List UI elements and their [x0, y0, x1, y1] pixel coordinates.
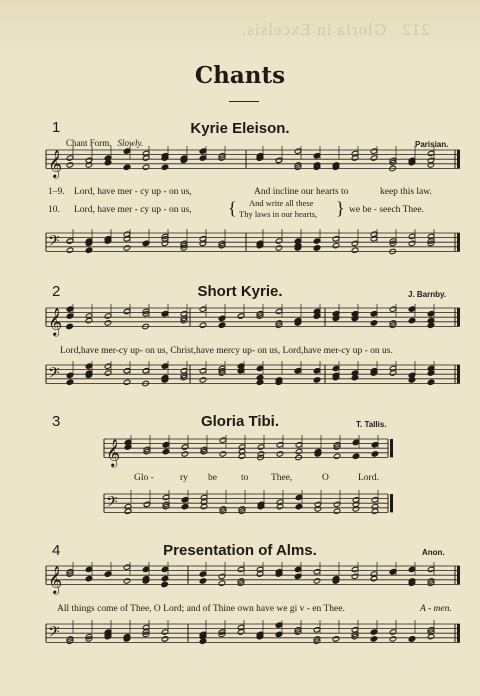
note-head [85, 247, 93, 253]
note-head [275, 245, 283, 251]
note-head [370, 629, 378, 635]
bass-staff [0, 228, 480, 273]
chant-title: Short Kyrie. [197, 283, 283, 300]
note-head [351, 566, 359, 572]
bass-staff [0, 619, 480, 664]
note-head [123, 148, 131, 154]
brace-open-icon: { [228, 198, 237, 218]
verse-2-lyrics: Lord, have mer - cy up - on us, [74, 205, 192, 215]
note-head [389, 306, 397, 312]
chant-title: Kyrie Eleison. [190, 120, 290, 137]
note-head [275, 238, 283, 244]
note-head [313, 245, 321, 251]
note-head [389, 569, 397, 575]
note-head [332, 242, 340, 248]
note-head [313, 238, 321, 244]
chant-number: 1 [52, 119, 61, 136]
note-head [66, 238, 74, 244]
note-head [275, 631, 283, 637]
chant-number: 2 [52, 283, 61, 300]
note-head [332, 365, 340, 371]
lyric-syllable: to [241, 473, 249, 483]
note-head [142, 164, 150, 170]
note-head [408, 636, 416, 642]
final-bar-line [457, 624, 460, 642]
brace-close-icon: } [336, 198, 345, 218]
note-head [199, 306, 207, 312]
note-head [313, 578, 321, 584]
note-head [427, 379, 435, 385]
bleed-through-text: 212 Gloria in Excelsis. [241, 20, 430, 39]
note-head [104, 363, 112, 369]
note-head [294, 573, 302, 579]
note-head [408, 306, 416, 312]
note-head [161, 581, 169, 587]
chant-title: Presentation of Alms. [163, 542, 317, 559]
page-title: Chants [194, 62, 286, 89]
note-head [295, 503, 303, 509]
treble-staff [0, 431, 480, 476]
note-head [333, 453, 341, 459]
note-head [142, 368, 150, 374]
note-head [181, 451, 189, 457]
chant-form-label: Chant Form. Slowly. [66, 138, 144, 148]
note-head [66, 379, 74, 385]
note-head [370, 311, 378, 317]
note-head [275, 157, 283, 163]
note-head [142, 240, 150, 246]
verse-1-label: 1–9. [48, 187, 65, 197]
note-head [294, 368, 302, 374]
treble-staff [0, 303, 480, 348]
note-head [104, 313, 112, 319]
chant-number: 4 [52, 542, 61, 559]
note-head [370, 320, 378, 326]
note-head [66, 162, 74, 168]
note-head [181, 497, 189, 503]
note-head [257, 444, 265, 450]
note-head [123, 578, 131, 584]
note-head [66, 306, 74, 312]
final-bar-line [390, 439, 393, 457]
note-head [371, 442, 379, 448]
note-head [181, 444, 189, 450]
note-head [332, 236, 340, 242]
note-head [104, 320, 112, 326]
note-head [161, 363, 169, 369]
note-head [218, 322, 226, 328]
treble-clef-icon: 𝄞 [48, 565, 63, 594]
lyric-syllable: Lord. [358, 473, 379, 483]
note-head [218, 315, 226, 321]
verse-2-brace-bottom: Thy laws in our hearts, [239, 209, 318, 219]
note-head [427, 150, 435, 156]
note-head [199, 155, 207, 161]
note-head [408, 566, 416, 572]
note-head [85, 575, 93, 581]
lyric-syllable: be [208, 473, 217, 483]
note-head [199, 377, 207, 383]
final-bar-line [457, 566, 460, 584]
note-head [123, 564, 131, 570]
note-head [199, 368, 207, 374]
note-head [66, 323, 74, 329]
chant-number: 3 [52, 413, 61, 430]
note-head [351, 247, 359, 253]
note-head [219, 451, 227, 457]
note-head [276, 451, 284, 457]
note-head [161, 636, 169, 642]
note-head [332, 636, 340, 642]
note-head [370, 636, 378, 642]
note-head [313, 368, 321, 374]
note-head [123, 368, 131, 374]
note-head [199, 578, 207, 584]
bass-staff [0, 360, 480, 405]
note-head [237, 313, 245, 319]
note-head [256, 365, 264, 371]
bass-clef-icon: 𝄢 [48, 623, 60, 645]
treble-clef-icon: 𝄞 [48, 149, 63, 178]
final-bar-line [457, 365, 460, 383]
note-head [85, 566, 93, 572]
note-head [313, 153, 321, 159]
note-head [333, 501, 341, 507]
note-head [85, 363, 93, 369]
bass-clef-icon: 𝄢 [48, 364, 60, 386]
note-head [352, 439, 360, 445]
note-head [218, 580, 226, 586]
verse-1-lyrics: Lord, have mer - cy up - on us, [74, 187, 192, 197]
note-head [123, 164, 131, 170]
title-rule [229, 101, 259, 102]
note-head [408, 240, 416, 246]
note-head [294, 566, 302, 572]
lyric-syllable: O [322, 473, 329, 483]
note-head [123, 308, 131, 314]
note-head [408, 233, 416, 239]
treble-clef-icon: 𝄞 [106, 438, 121, 467]
note-head [104, 370, 112, 376]
note-head [66, 372, 74, 378]
final-bar-line [457, 308, 460, 326]
note-head [313, 627, 321, 633]
note-head [333, 508, 341, 514]
note-head [66, 247, 74, 253]
note-head [370, 155, 378, 161]
note-head [123, 379, 131, 385]
note-head [104, 571, 112, 577]
final-bar-line [457, 233, 460, 251]
note-head [352, 453, 360, 459]
note-head [218, 573, 226, 579]
note-head [162, 494, 170, 500]
note-head [161, 566, 169, 572]
note-head [162, 448, 170, 454]
final-bar-line [390, 494, 393, 512]
note-head [427, 566, 435, 572]
bass-clef-icon: 𝄢 [48, 232, 60, 254]
note-head [237, 566, 245, 572]
note-head [199, 322, 207, 328]
note-head [313, 377, 321, 383]
note-head [427, 311, 435, 317]
chant-lyrics: Lord,have mer-cy up- on us, Christ,have mercy up- on us, Lord,have mer-cy up - on us. [60, 346, 393, 356]
note-head [275, 622, 283, 628]
note-head [408, 317, 416, 323]
verse-1-lyrics-end: keep this law. [380, 187, 432, 197]
note-head [295, 494, 303, 500]
composer-credit: Anon. [422, 548, 445, 557]
note-head [389, 636, 397, 642]
lyric-syllable: ry [180, 473, 188, 483]
note-head [66, 155, 74, 161]
note-head [295, 448, 303, 454]
amen-text: A - men. [420, 604, 452, 614]
note-head [294, 148, 302, 154]
note-head [351, 240, 359, 246]
bass-staff [0, 486, 480, 531]
verse-2-lyrics-end: we be - seech Thee. [349, 205, 424, 215]
verse-2-brace-top: And write all these [249, 198, 314, 208]
note-head [275, 308, 283, 314]
note-head [276, 442, 284, 448]
note-head [295, 442, 303, 448]
note-head [161, 629, 169, 635]
note-head [143, 501, 151, 507]
note-head [219, 437, 227, 443]
note-head [161, 575, 169, 581]
note-head [371, 497, 379, 503]
note-head [313, 569, 321, 575]
verse-1-lyrics-mid: And incline our hearts to [254, 187, 349, 197]
note-head [161, 311, 169, 317]
note-head [199, 148, 207, 154]
bass-clef-icon: 𝄢 [106, 493, 118, 515]
note-head [389, 629, 397, 635]
note-head [123, 245, 131, 251]
composer-credit: J. Barnby. [408, 290, 447, 299]
note-head [351, 573, 359, 579]
note-head [181, 503, 189, 509]
note-head [371, 451, 379, 457]
final-bar-line [457, 150, 460, 168]
note-head [199, 571, 207, 577]
composer-credit: T. Tallis. [356, 420, 387, 429]
chant-lyrics: All things come of Thee, O Lord; and of Thine own have we gi v - en Thee. [57, 604, 345, 614]
verse-2-label: 10. [48, 205, 60, 215]
note-head [66, 313, 74, 319]
note-head [142, 566, 150, 572]
treble-staff [0, 145, 480, 190]
chant-title: Gloria Tibi. [200, 413, 280, 430]
lyric-syllable: Thee, [271, 473, 293, 483]
note-head [370, 148, 378, 154]
note-head [162, 442, 170, 448]
lyric-syllable: Glo - [134, 473, 154, 483]
composer-credit: Parisian. [415, 140, 449, 149]
treble-clef-icon: 𝄞 [48, 307, 63, 336]
treble-staff [0, 561, 480, 606]
note-head [161, 164, 169, 170]
